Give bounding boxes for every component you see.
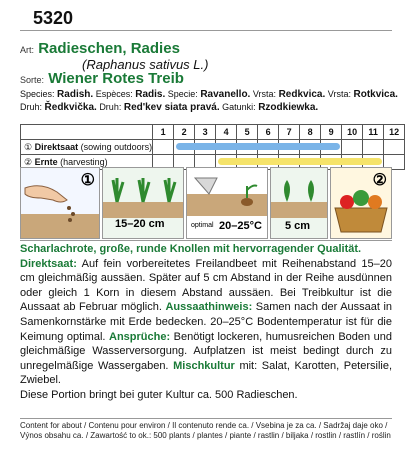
harvest-note: (harvesting) [60,156,108,167]
month-10: 10 [342,125,363,140]
translation-value: Redkvica. [278,89,326,100]
month-2: 2 [174,125,195,140]
divider [20,240,392,241]
calendar-cell [237,140,258,155]
sorte-label: Sorte: [20,75,45,85]
row-spacing-picture [102,167,184,239]
seedlings-icon [103,168,183,218]
plant-spacing-icon [271,168,327,218]
footer-line-1: Content for about / Contenu pour environ / Il contenuto rende ca. / Vsebina je za ca. / Sadržaj daje oko / [20,421,388,430]
mischkultur-text: mit: Salat, Karotten, Petersilie, Zwiebel. [20,359,393,387]
translation-value: Rzodkiewka. [258,102,319,113]
translation-entry [168,89,253,99]
instruction-pictograms [20,167,390,237]
translations-list [20,88,400,114]
sowing-picture [20,167,100,239]
direktsaat-heading: Direktsaat: [20,257,77,270]
calendar-header-row [21,125,405,140]
calendar-row-sowing [21,140,405,155]
translation-entry [20,102,99,112]
month-12: 12 [384,125,405,140]
translation-entry [20,89,96,99]
month-6: 6 [258,125,279,140]
month-8: 8 [300,125,321,140]
mischkultur-heading: Mischkultur [173,359,235,372]
product-code: 5320 [33,8,74,28]
translation-label: Espèces: [95,89,133,99]
month-9: 9 [321,125,342,140]
plant-spacing-value: 5 cm [285,220,311,232]
direktsaat-text: Auf fein vorbereitetes Freilandbeet mit Reihenabstand 15–20 cm gleichmäßig aussäen. Später auf 5 cm Abstand in der Reihe ausdünnen oder gleich 1 Korn in diesem Abstand aussäen. Bei Treibkultur ist die Aussaat ab Februar möglich. [20,257,393,314]
month-11: 11 [363,125,384,140]
ansprueche-text: Benötigt lockeren, humusreichen Boden und gleichmäßige Wasserversorgung. Aufplatzen ist meist bedingt durch zu unregelmäßige Wassergaben. [20,330,392,372]
calendar-cell [258,140,279,155]
translation-entry [99,102,222,112]
translation-entry [96,89,168,99]
plant-spacing-picture [270,167,328,239]
seed-germination-icon [187,168,267,216]
translation-label: Gatunki: [222,102,256,112]
calendar-cell [300,140,321,155]
calendar-cell [195,140,216,155]
sowing-label [21,140,153,155]
divider [20,30,392,31]
harvest-picture [330,167,392,239]
calendar-cell [174,140,195,155]
translation-value: Ravanello. [200,89,251,100]
translation-entry [328,89,398,99]
species-name-row [20,40,180,57]
translation-value: Red'kev siata pravá. [123,102,220,113]
temp-label: optimal [191,222,214,229]
translation-value: Radis. [135,89,166,100]
step-1-badge: ① [80,172,95,189]
temp-value: 20–25°C [219,220,262,232]
description-text [20,242,392,403]
temperature-picture [186,167,268,239]
sowing-num: ① [24,141,33,152]
translation-label: Druh: [20,102,43,112]
month-7: 7 [279,125,300,140]
harvest-name: Ernte [34,156,58,167]
month-5: 5 [237,125,258,140]
variety-row [20,70,184,87]
sowing-name: Direktsaat [34,141,79,152]
calendar-corner [21,125,153,140]
calendar-cell [321,140,342,155]
sowing-calendar [20,124,405,170]
calendar-cell [279,140,300,155]
translation-entry [222,102,318,112]
calendar-cell [384,140,405,155]
month-1: 1 [153,125,174,140]
translation-label: Vrsta: [327,89,351,99]
translation-value: Radish. [57,89,94,100]
art-label: Art: [20,45,35,55]
month-4: 4 [216,125,237,140]
translation-label: Specie: [167,89,198,99]
footer-line-2: Výnos obsahu ca. / Zawartość to ok.: 500 plants / plantes / piante / rastlin / biljaka / rostlin / rastlín / roślin [20,430,391,440]
aussaathinweis-heading: Aussaathinweis: [165,301,253,314]
latin-name: (Raphanus sativus L.) [82,57,209,72]
calendar-cell [342,140,363,155]
art-value: Radieschen, Radies [38,40,180,57]
translation-value: Rotkvica. [353,89,398,100]
translation-label: Druh: [99,102,122,112]
ansprueche-heading: Ansprüche: [109,330,171,343]
harvest-num: ② [24,156,33,167]
calendar-cell [363,140,384,155]
intro-text: Scharlachrote, große, runde Knollen mit hervorragender Qualität. [20,243,362,255]
footer [20,421,400,440]
row-spacing-value: 15–20 cm [115,218,165,230]
sowing-note: (sowing outdoors) [80,141,153,152]
translation-label: Species: [20,89,55,99]
translation-entry [253,89,328,99]
translation-label: Vrsta: [252,89,277,99]
sorte-value: Wiener Rotes Treib [48,70,184,87]
portion-text: Diese Portion bringt bei guter Kultur ca. 500 Radieschen. [20,388,298,401]
divider [20,418,392,419]
calendar-cell [153,140,174,155]
translation-value: Ředkvička. [44,102,97,113]
step-2-badge: ② [372,172,387,189]
aussaathinweis-text: Samen nach der Aussaat in Samenkornstärke mit Erde bedecken. 20–25°C Bodentemperatur ist für die Keimung optimal. [20,301,393,343]
calendar-cell [216,140,237,155]
month-3: 3 [195,125,216,140]
